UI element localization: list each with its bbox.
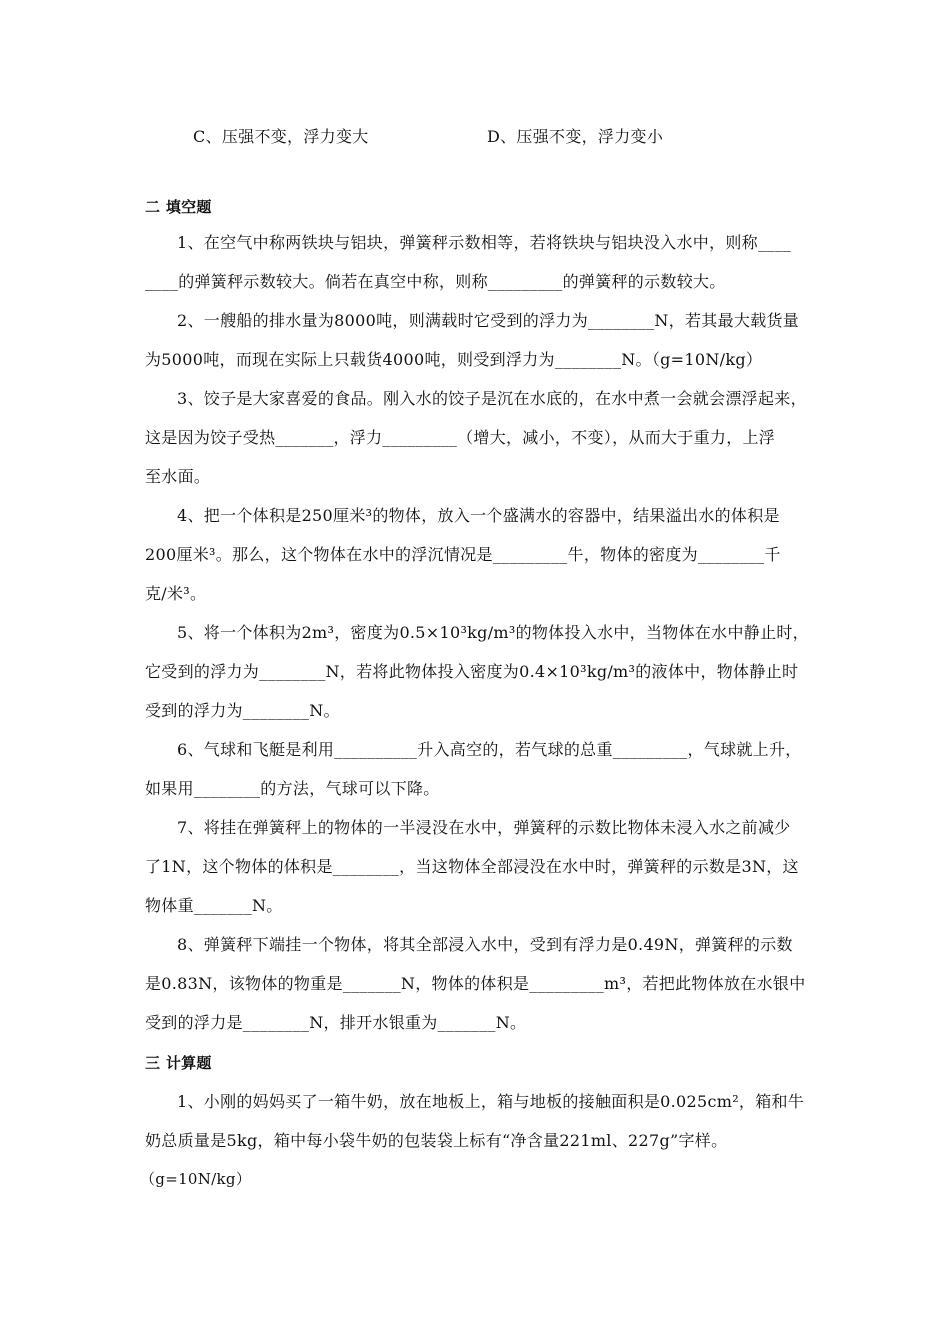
question-line: 6、气球和飞艇是利用__________升入高空的，若气球的总重_________，气球就上升， (177, 740, 802, 759)
question-line: ____的弹簧秤示数较大。倘若在真空中称，则称_________的弹簧秤的示数较大。 (145, 272, 726, 291)
section-heading-fill-in: 二 填空题 (145, 198, 212, 216)
question-line: 如果用________的方法，气球可以下降。 (145, 779, 440, 798)
question-line: 奶总质量是5kg，箱中每小袋牛奶的包装袋上标有“净含量221ml、227g”字样。 (145, 1131, 728, 1150)
question-line: 物体重_______N。 (145, 896, 283, 915)
question-line: 是0.83N，该物体的物重是_______N，物体的体积是_________m³，若把此物体放在水银中 (145, 974, 806, 993)
question-line: 至水面。 (145, 467, 211, 486)
question-line: 2、一艘船的排水量为8000吨，则满载时它受到的浮力为________N，若其最大载货量 (177, 311, 800, 330)
question-line: 克/米³。 (145, 584, 207, 603)
question-line: 4、把一个体积是250厘米³的物体，放入一个盛满水的容器中，结果溢出水的体积是 (177, 506, 780, 525)
option-c: C、压强不变，浮力变大 (193, 127, 369, 146)
question-line: 1、小刚的妈妈买了一箱牛奶，放在地板上，箱与地板的接触面积是0.025cm²，箱和牛 (177, 1092, 805, 1111)
question-line: 7、将挂在弹簧秤上的物体的一半浸没在水中，弹簧秤的示数比物体未浸入水之前减少 (177, 818, 791, 837)
question-line: 3、饺子是大家喜爱的食品。刚入水的饺子是沉在水底的，在水中煮一会就会漂浮起来， (177, 389, 807, 408)
question-line: 200厘米³。那么，这个物体在水中的浮沉情况是_________牛，物体的密度为________千 (145, 545, 781, 564)
question-line: 它受到的浮力为________N，若将此物体投入密度为0.4×10³kg/m³的液体中，物体静止时 (145, 662, 799, 681)
question-line: 受到的浮力为________N。 (145, 701, 340, 720)
question-line: （g=10N/kg） (140, 1170, 252, 1188)
question-line: 8、弹簧秤下端挂一个物体，将其全部浸入水中，受到有浮力是0.49N，弹簧秤的示数 (177, 935, 793, 954)
question-line: 1、在空气中称两铁块与铝块，弹簧秤示数相等，若将铁块与铝块没入水中，则称____ (177, 233, 792, 252)
question-line: 了1N，这个物体的体积是________，当这物体全部浸没在水中时，弹簧秤的示数是3N，这 (145, 857, 799, 876)
question-line: 这是因为饺子受热_______，浮力_________（增大，减小，不变），从而大于重力，上浮 (145, 428, 776, 447)
section-heading-calculation: 三 计算题 (145, 1054, 212, 1072)
option-d: D、压强不变，浮力变小 (487, 127, 664, 146)
question-line: 为5000吨，而现在实际上只载货4000吨，则受到浮力为________N。（g=10N/kg） (145, 350, 763, 369)
question-line: 受到的浮力是________N，排开水银重为_______N。 (145, 1013, 527, 1032)
question-line: 5、将一个体积为2m³，密度为0.5×10³kg/m³的物体投入水中，当物体在水中静止时， (177, 623, 809, 642)
